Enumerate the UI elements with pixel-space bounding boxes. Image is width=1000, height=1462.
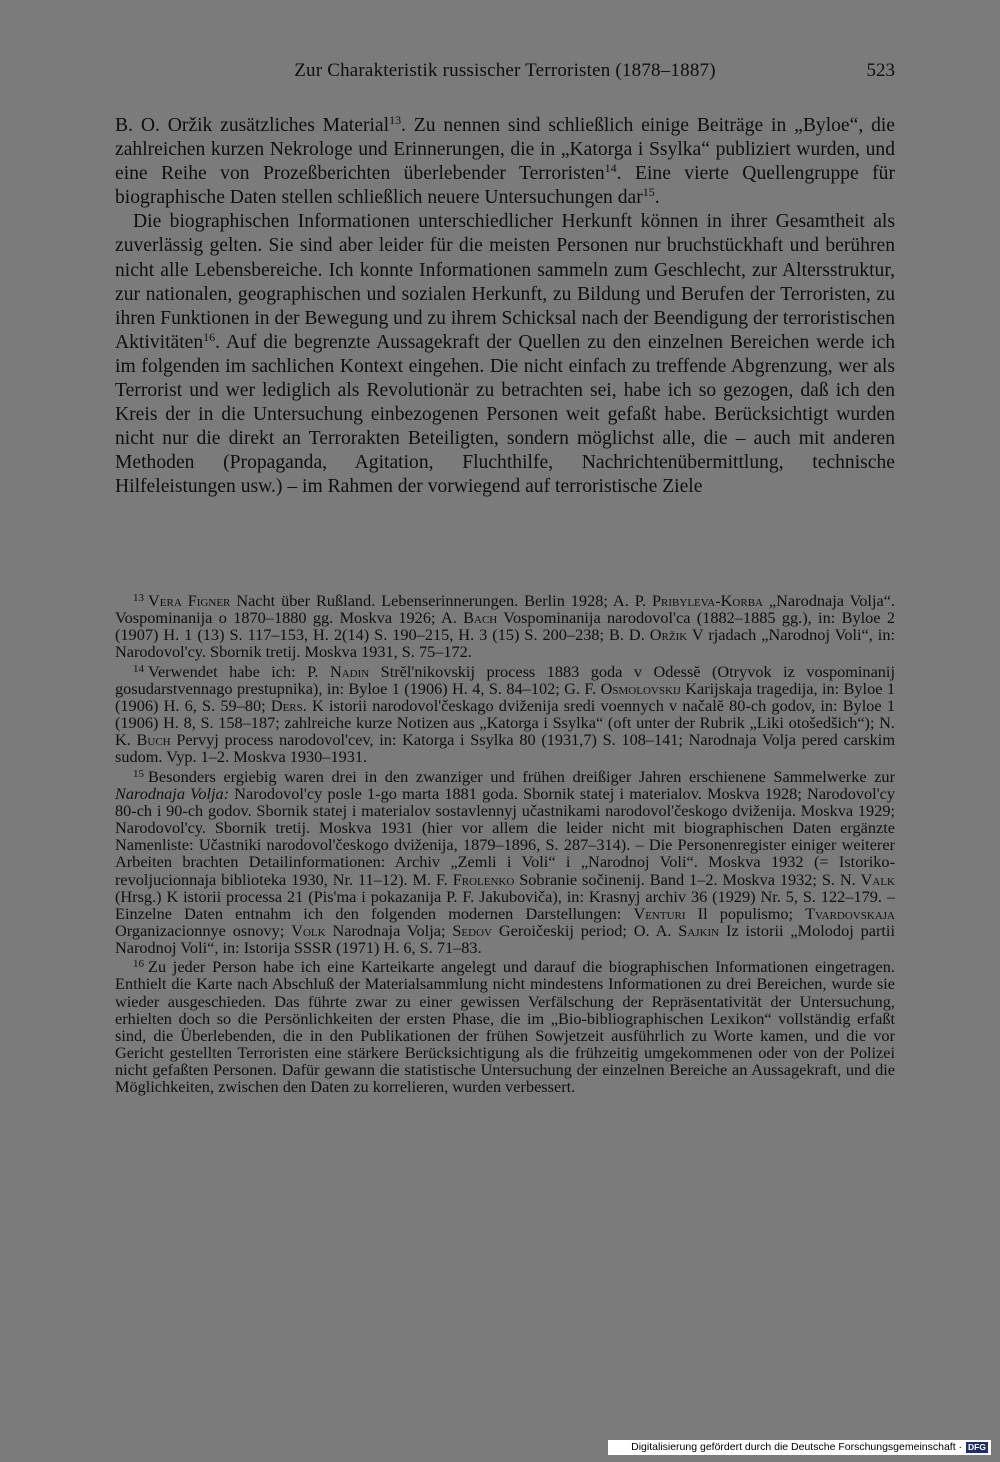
- footnote-text: Organizacionnye osnovy;: [115, 920, 292, 940]
- footnote-text: Narodnaja Volja;: [325, 920, 453, 940]
- running-header: [115, 60, 895, 86]
- footnote-ref: 15: [642, 185, 655, 200]
- footnote-number: 13: [133, 592, 144, 604]
- footnote-14: [115, 661, 895, 766]
- digitization-credit: Digitalisierung gefördert durch die Deutsche Forschungsgemeinschaft ·: [631, 1441, 963, 1453]
- footnote-ref: 14: [604, 161, 617, 176]
- footnotes: [115, 590, 895, 1096]
- footnote-text: „Narodnaja Volja“. Vospominanija o 1870–1880 gg. Moskva 1926; A.: [115, 591, 895, 628]
- footnote-text: Karijskaja tragedija, in: Byloe 1 (1906) H. 6, S. 59–80;: [115, 678, 895, 715]
- footnote-15: [115, 766, 895, 957]
- footnote-text: Strĕl'nikovskij process 1883 goda v Odessĕ (Otryvok iz vospominanij gosudarstvennago prestupnika), in: Byloe 1 (1906) H. 4, S. 84–102; G. F.: [115, 661, 895, 698]
- author-name: Osmolovskij: [600, 678, 681, 698]
- author-name: Sedov: [452, 920, 492, 940]
- author-name: Ders.: [270, 695, 307, 715]
- author-name: Nadin: [329, 661, 370, 681]
- paragraph-1: B. O. Oržik zusätzliches Material$^{13}$. Zu nennen sind schließlich einige Beiträge in „Byloe“, die zahlreichen kurzen Nekrologe und Erinnerungen, die in „Katorga i Ssylka“ publiziert wurden, und eine Reihe von Prozeßberichten überlebender Terroristen$^{14}$. Eine vierte Quellengruppe für biographische Daten stellen schließlich neuere Untersuchungen dar$^{15}$.: [115, 113, 896, 209]
- paragraph-2: Die biographischen Informationen unterschiedlicher Herkunft können in ihrer Gesamtheit als zuverlässig gelten. Sie sind aber leider für die meisten Personen nur bruchstückhaft und berühren nicht alle Lebensbereiche. Ich konnte Informationen sammeln zum Geschlecht, zur Altersstruktur, zur nationalen, geographischen und sozialen Herkunft, zu Bildung und Berufen der Terroristen, zu ihren Funktionen in der Bewegung und zu ihrem Schicksal nach der Beendigung der terroristischen Aktivitäten$^{16}$. Auf die begrenzte Aussagekraft der Quellen zu den einzelnen Bereichen werde ich im folgenden im sachlichen Kontext eingehen. Die nicht einfach zu treffende Abgrenzung, wer als Terrorist und wer lediglich als Revolutionär zu betrachten sei, habe ich so gezogen, daß ich den Kreis der in die Untersuchung einbezogenen Personen weit gefaßt habe. Berücksichtigt wurden nicht nur die direkt an Terrorakten Beteiligten, sondern möglichst alle, die – auch mit anderen Methoden (Propaganda, Agitation, Fluchthilfe, Nachrichtenübermittlung, technische Hilfeleistungen usw.) – im Rahmen der vorwiegend auf terroristische Ziele: [115, 211, 895, 498]
- author-name: Buch: [136, 730, 171, 750]
- footnote-text: (Hrsg.) K istorii processa 21 (Pis'ma i pokazanija P. F. Jakuboviča), in: Krasnyj archiv 36 (1929) Nr. 5, S. 122–179. – Einzelne Daten entnahm ich den folgenden modernen Darstellungen:: [115, 886, 895, 923]
- footnote-text: K istorii narodovol'českago dviženija sredi voennych v načalĕ 80-ch godov, in: Byloe 1 (1906) H. 8, S. 158–187; zahlreiche kurze Notizen aus „Katorga i Ssylka“ (oft unter der Rubrik „Liki otošedšich“); N. K.: [115, 695, 895, 750]
- footnote-text: Zu jeder Person habe ich eine Karteikarte angelegt und darauf die biographischen Informationen eingetragen. Enthielt die Karte nach Abschluß der Materialsammlung nicht mindestens Informationen zu drei Bereichen, wurde sie wieder ausgeschieden. Das führte zwar zu einer gewissen Verfälschung der Repräsentativität der Untersuchung, erhielten doch so die Persönlichkeiten der ersten Phase, die im „Bio-bibliographischen Lexikon“ vollständig erfaßt sind, die Überlebenden, die in den Publikationen der frühen Sowjetzeit ausführlich zu Worte kamen, und die vor Gericht gestellten Terroristen eine stärkere Berücksichtigung als die frühzeitig umgekommenen oder von der Polizei nicht gefaßten Personen. Dafür gewann die statistische Untersuchung der einzelnen Bereiche an Aussagekraft, und die Möglichkeiten, zwischen den Daten zu korrelieren, wurden verbessert.: [115, 957, 895, 1097]
- running-title: Zur Charakteristik russischer Terroristen (1878–1887): [294, 60, 716, 81]
- page-number: 523: [866, 60, 895, 81]
- author-name: Tvardovskaja: [805, 903, 895, 923]
- author-name: Vera Figner: [148, 591, 231, 610]
- author-name: Bach: [463, 608, 498, 628]
- footnote-text: Vospominanija narodovol'ca (1882–1885 gg.), in: Byloe 2 (1907) H. 1 (13) S. 117–153, H. 2(14) S. 190–215, H. 3 (15) S. 200–238; B. D.: [115, 608, 895, 645]
- footnote-number: 14: [133, 662, 144, 675]
- footnote-text: Pervyj process narodovol'cev, in: Katorga i Ssylka 80 (1931,7) S. 108–141; Narodnaja Volja pered carskim sudom. Vyp. 1–2. Moskva 1930–1931.: [115, 730, 895, 767]
- footnote-text: Nacht über Rußland. Lebenserinnerungen. Berlin 1928; A. P.: [230, 591, 652, 610]
- footnote-16: [115, 956, 895, 1095]
- italic-title: Narodnaja Volja:: [115, 783, 230, 803]
- digitization-credit-bar: [608, 1440, 991, 1455]
- footnote-13: [115, 590, 895, 661]
- footnote-number: 15: [133, 767, 144, 780]
- author-name: Venturi: [633, 903, 686, 923]
- footnote-ref: 16: [203, 329, 216, 344]
- footnote-text: Narodovol'cy posle 1-go marta 1881 goda. Sbornik statej i materialov. Moskva 1928; Narodovol'cy 80-ch i 90-ch godov. Sbornik statej i materialov sostavlennyj učastnikami narodovol'českogo dviženija. Moskva 1929; Narodovol'cy. Sbornik tretij. Moskva 1931 (hier vor allem die leider nicht mit biographischen Daten ergänzte Namenliste: Učastniki narodovol'českogo dviženija, 1879–1896, S. 287–314). – Die Personenregister einiger weiterer Arbeiten brachten Detailinformationen: Archiv „Zemli i Voli“ i „Narodnoj Voli“. Moskva 1932 (= Istoriko-revoljucionnaja biblioteka 1930, Nr. 11–12). M. F.: [115, 783, 895, 889]
- footnote-text: Iz istorii „Molodoj partii Narodnoj Voli“, in: Istorija SSSR (1971) H. 6, S. 71–83.: [115, 920, 895, 958]
- footnote-text: Geroičeskij period; O. A.: [491, 920, 679, 940]
- footnote-text: V rjadach „Narodnoj Voli“, in: Narodovol'cy. Sbornik tretij. Moskva 1931, S. 75–172.: [115, 625, 895, 662]
- author-name: Sajkin: [678, 920, 720, 940]
- footnote-text: Verwendet habe ich: P.: [148, 661, 330, 681]
- dfg-logo: DFG: [968, 1442, 986, 1452]
- author-name: Frolenko: [452, 869, 515, 889]
- footnote-text: Il populismo;: [685, 903, 806, 923]
- footnote-text: Besonders ergiebig waren drei in den zwanziger und frühen dreißiger Jahren erschienene Sammelwerke zur: [148, 766, 895, 786]
- footnote-text: Sobranie sočinenij. Band 1–2. Moskva 1932; S. N.: [514, 869, 861, 889]
- author-name: Oržik: [649, 625, 688, 645]
- author-name: Pribyleva-Korba: [651, 591, 763, 610]
- body-text: [115, 114, 895, 500]
- footnote-number: 16: [133, 958, 144, 971]
- author-name: Volk: [291, 920, 326, 940]
- author-name: Valk: [860, 869, 896, 889]
- footnote-ref: 13: [389, 113, 402, 127]
